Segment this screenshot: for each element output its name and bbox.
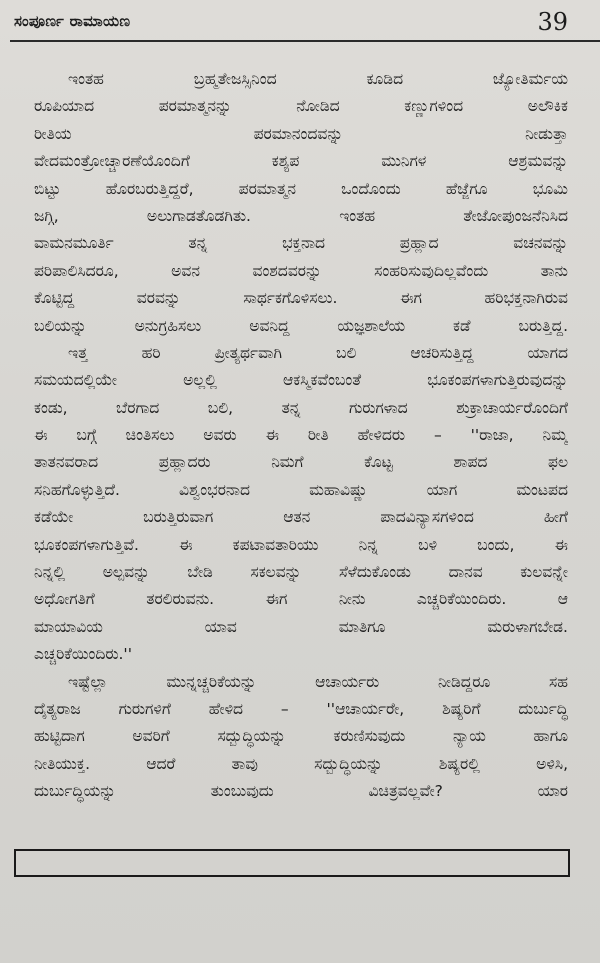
text-line: ಎಚ್ಚರಿಕೆಯಿಂದಿರು.''	[34, 645, 132, 664]
text-line: ಇತ್ತ ಹರಿ ಪ್ರೀತ್ಯರ್ಥವಾಗಿ ಬಲಿ ಆಚರಿಸುತ್ತಿದ್ದ ಯಾಗದ	[68, 343, 568, 362]
text-line-highlighted: ಹುಟ್ಟಿದಾಗ ಅವರಿಗೆ ಸದ್ಬುದ್ಧಿಯನ್ನು ಕರುಣಿಸುವುದು ನ್ಯಾಯ ಹಾಗೂ	[34, 727, 568, 746]
header-rule	[10, 40, 600, 42]
paragraph-1	[34, 66, 568, 340]
text-line: ಪರಿಪಾಲಿಸಿದರೂ, ಅವನ ವಂಶದವರನ್ನು ಸಂಹರಿಸುವುದಿಲ್ಲವೆಂದು ತಾನು	[34, 261, 568, 280]
text-line: ಕಡೆಯೇ ಬರುತ್ತಿರುವಾಗ ಆತನ ಪಾದವಿನ್ಯಾಸಗಳಿಂದ ಹೀಗೆ	[34, 508, 568, 527]
text-line: ರೀತಿಯ ಪರಮಾನಂದವನ್ನು ನೀಡುತ್ತಾ	[34, 124, 568, 143]
text-body	[34, 66, 568, 806]
text-line: ಸನಿಹಗೊಳ್ಳುತ್ತಿದೆ. ವಿಶ್ವಂಭರನಾದ ಮಹಾವಿಷ್ಣು ಯಾಗ ಮಂಟಪದ	[34, 480, 568, 499]
text-line: ಇಷ್ಟೆಲ್ಲಾ ಮುನ್ನಚ್ಚರಿಕೆಯನ್ನು ಆಚಾರ್ಯರು ನೀಡಿದ್ದರೂ ಸಹ	[68, 672, 568, 691]
page-number: 39	[537, 8, 568, 36]
text-line: ದೈತ್ಯರಾಜ ಗುರುಗಳಿಗೆ ಹೇಳಿದ – ''ಆಚಾರ್ಯರೇ, ಶಿಷ್ಯರಿಗೆ ದುರ್ಬುದ್ಧಿ	[34, 699, 568, 718]
text-line: ನಿನ್ನಲ್ಲಿ ಅಲ್ಪವನ್ನು ಬೇಡಿ ಸಕಲವನ್ನು ಸೆಳೆದುಕೊಂಡು ದಾನವ ಕುಲವನ್ನೇ	[34, 563, 568, 582]
text-line: ಬಲಿಯನ್ನು ಅನುಗ್ರಹಿಸಲು ಅವನಿದ್ದ ಯಜ್ಞಶಾಲೆಯ ಕಡೆ ಬರುತ್ತಿದ್ದ.	[34, 316, 568, 335]
text-line: ನೀತಿಯುಕ್ತ. ಆದರೆ ತಾವು ಸದ್ಬುದ್ಧಿಯನ್ನು ಶಿಷ್ಯರಲ್ಲಿ ಅಳಿಸಿ,	[34, 754, 568, 773]
text-line: ಕಂಡು, ಬೆರಗಾದ ಬಲಿ, ತನ್ನ ಗುರುಗಳಾದ ಶುಕ್ರಾಚಾರ್ಯರೊಂದಿಗೆ	[34, 398, 568, 417]
text-line: ಭೂಕಂಪಗಳಾಗುತ್ತಿವೆ. ಈ ಕಪಟಾವತಾರಿಯು ನಿನ್ನ ಬಳಿ ಬಂದು, ಈ	[34, 535, 568, 554]
text-line: ಬಿಟ್ಟು ಹೊರಬರುತ್ತಿದ್ದರೆ, ಪರಮಾತ್ಮನ ಒಂದೊಂದು ಹೆಜ್ಜೆಗೂ ಭೂಮಿ	[34, 179, 568, 198]
text-line: ಇಂತಹ ಬ್ರಹ್ಮತೇಜಸ್ಸಿನಿಂದ ಕೂಡಿದ ಜ್ಯೋತಿರ್ಮಯ	[68, 70, 568, 88]
text-line: ತಾತನವರಾದ ಪ್ರಹ್ಲಾದರು ನಿಮಗೆ ಕೊಟ್ಟ ಶಾಪದ ಫಲ	[34, 453, 568, 472]
page-header	[0, 0, 600, 48]
text-line: ಕೊಟ್ಟಿದ್ದ ವರವನ್ನು ಸಾರ್ಥಕಗೊಳಿಸಲು. ಈಗ ಹರಿಭಕ್ತನಾಗಿರುವ	[34, 289, 568, 308]
text-line: ರೂಪಿಯಾದ ಪರಮಾತ್ಮನನ್ನು ನೋಡಿದ ಕಣ್ಣುಗಳಿಂದ ಅಲೌಕಿಕ	[34, 97, 568, 116]
text-line: ವೇದಮಂತ್ರೋಚ್ಚಾರಣೆಯೊಂದಿಗೆ ಕಶ್ಯಪ ಮುನಿಗಳ ಆಶ್ರಮವನ್ನು	[34, 152, 568, 171]
text-line: ಅಧೋಗತಿಗೆ ತರಲಿರುವನು. ಈಗ ನೀನು ಎಚ್ಚರಿಕೆಯಿಂದಿರು. ಆ	[34, 590, 568, 609]
paragraph-2	[34, 340, 568, 669]
text-line: ಮಾಯಾವಿಯ ಯಾವ ಮಾತಿಗೂ ಮರುಳಾಗಬೇಡ.	[34, 617, 568, 636]
text-line: ಸಮಯದಲ್ಲಿಯೇ ಅಲ್ಲಲ್ಲಿ ಆಕಸ್ಮಿಕವೆಂಬಂತೆ ಭೂಕಂಪಗಳಾಗುತ್ತಿರುವುದನ್ನು	[34, 371, 568, 390]
text-line: ದುರ್ಬುದ್ಧಿಯನ್ನು ತುಂಬುವುದು ವಿಚಿತ್ರವಲ್ಲವೇ? ಯಾರ	[34, 782, 568, 801]
running-title: ಸಂಪೂರ್ಣ ರಾಮಾಯಣ	[14, 12, 131, 30]
text-line: ಜಗ್ಗಿ, ಅಲುಗಾಡತೊಡಗಿತು. ಇಂತಹ ತೇಜೋಪುಂಜನೆನಿಸಿದ	[34, 206, 568, 225]
text-line: ವಾಮನಮೂರ್ತಿ ತನ್ನ ಭಕ್ತನಾದ ಪ್ರಹ್ಲಾದ ವಚನವನ್ನು	[34, 234, 568, 253]
highlight-box	[14, 849, 570, 877]
text-line: ಈ ಬಗ್ಗೆ ಚಿಂತಿಸಲು ಅವರು ಈ ರೀತಿ ಹೇಳಿದರು – ''ರಾಜಾ, ನಿಮ್ಮ	[34, 426, 568, 445]
paragraph-3	[34, 669, 568, 806]
